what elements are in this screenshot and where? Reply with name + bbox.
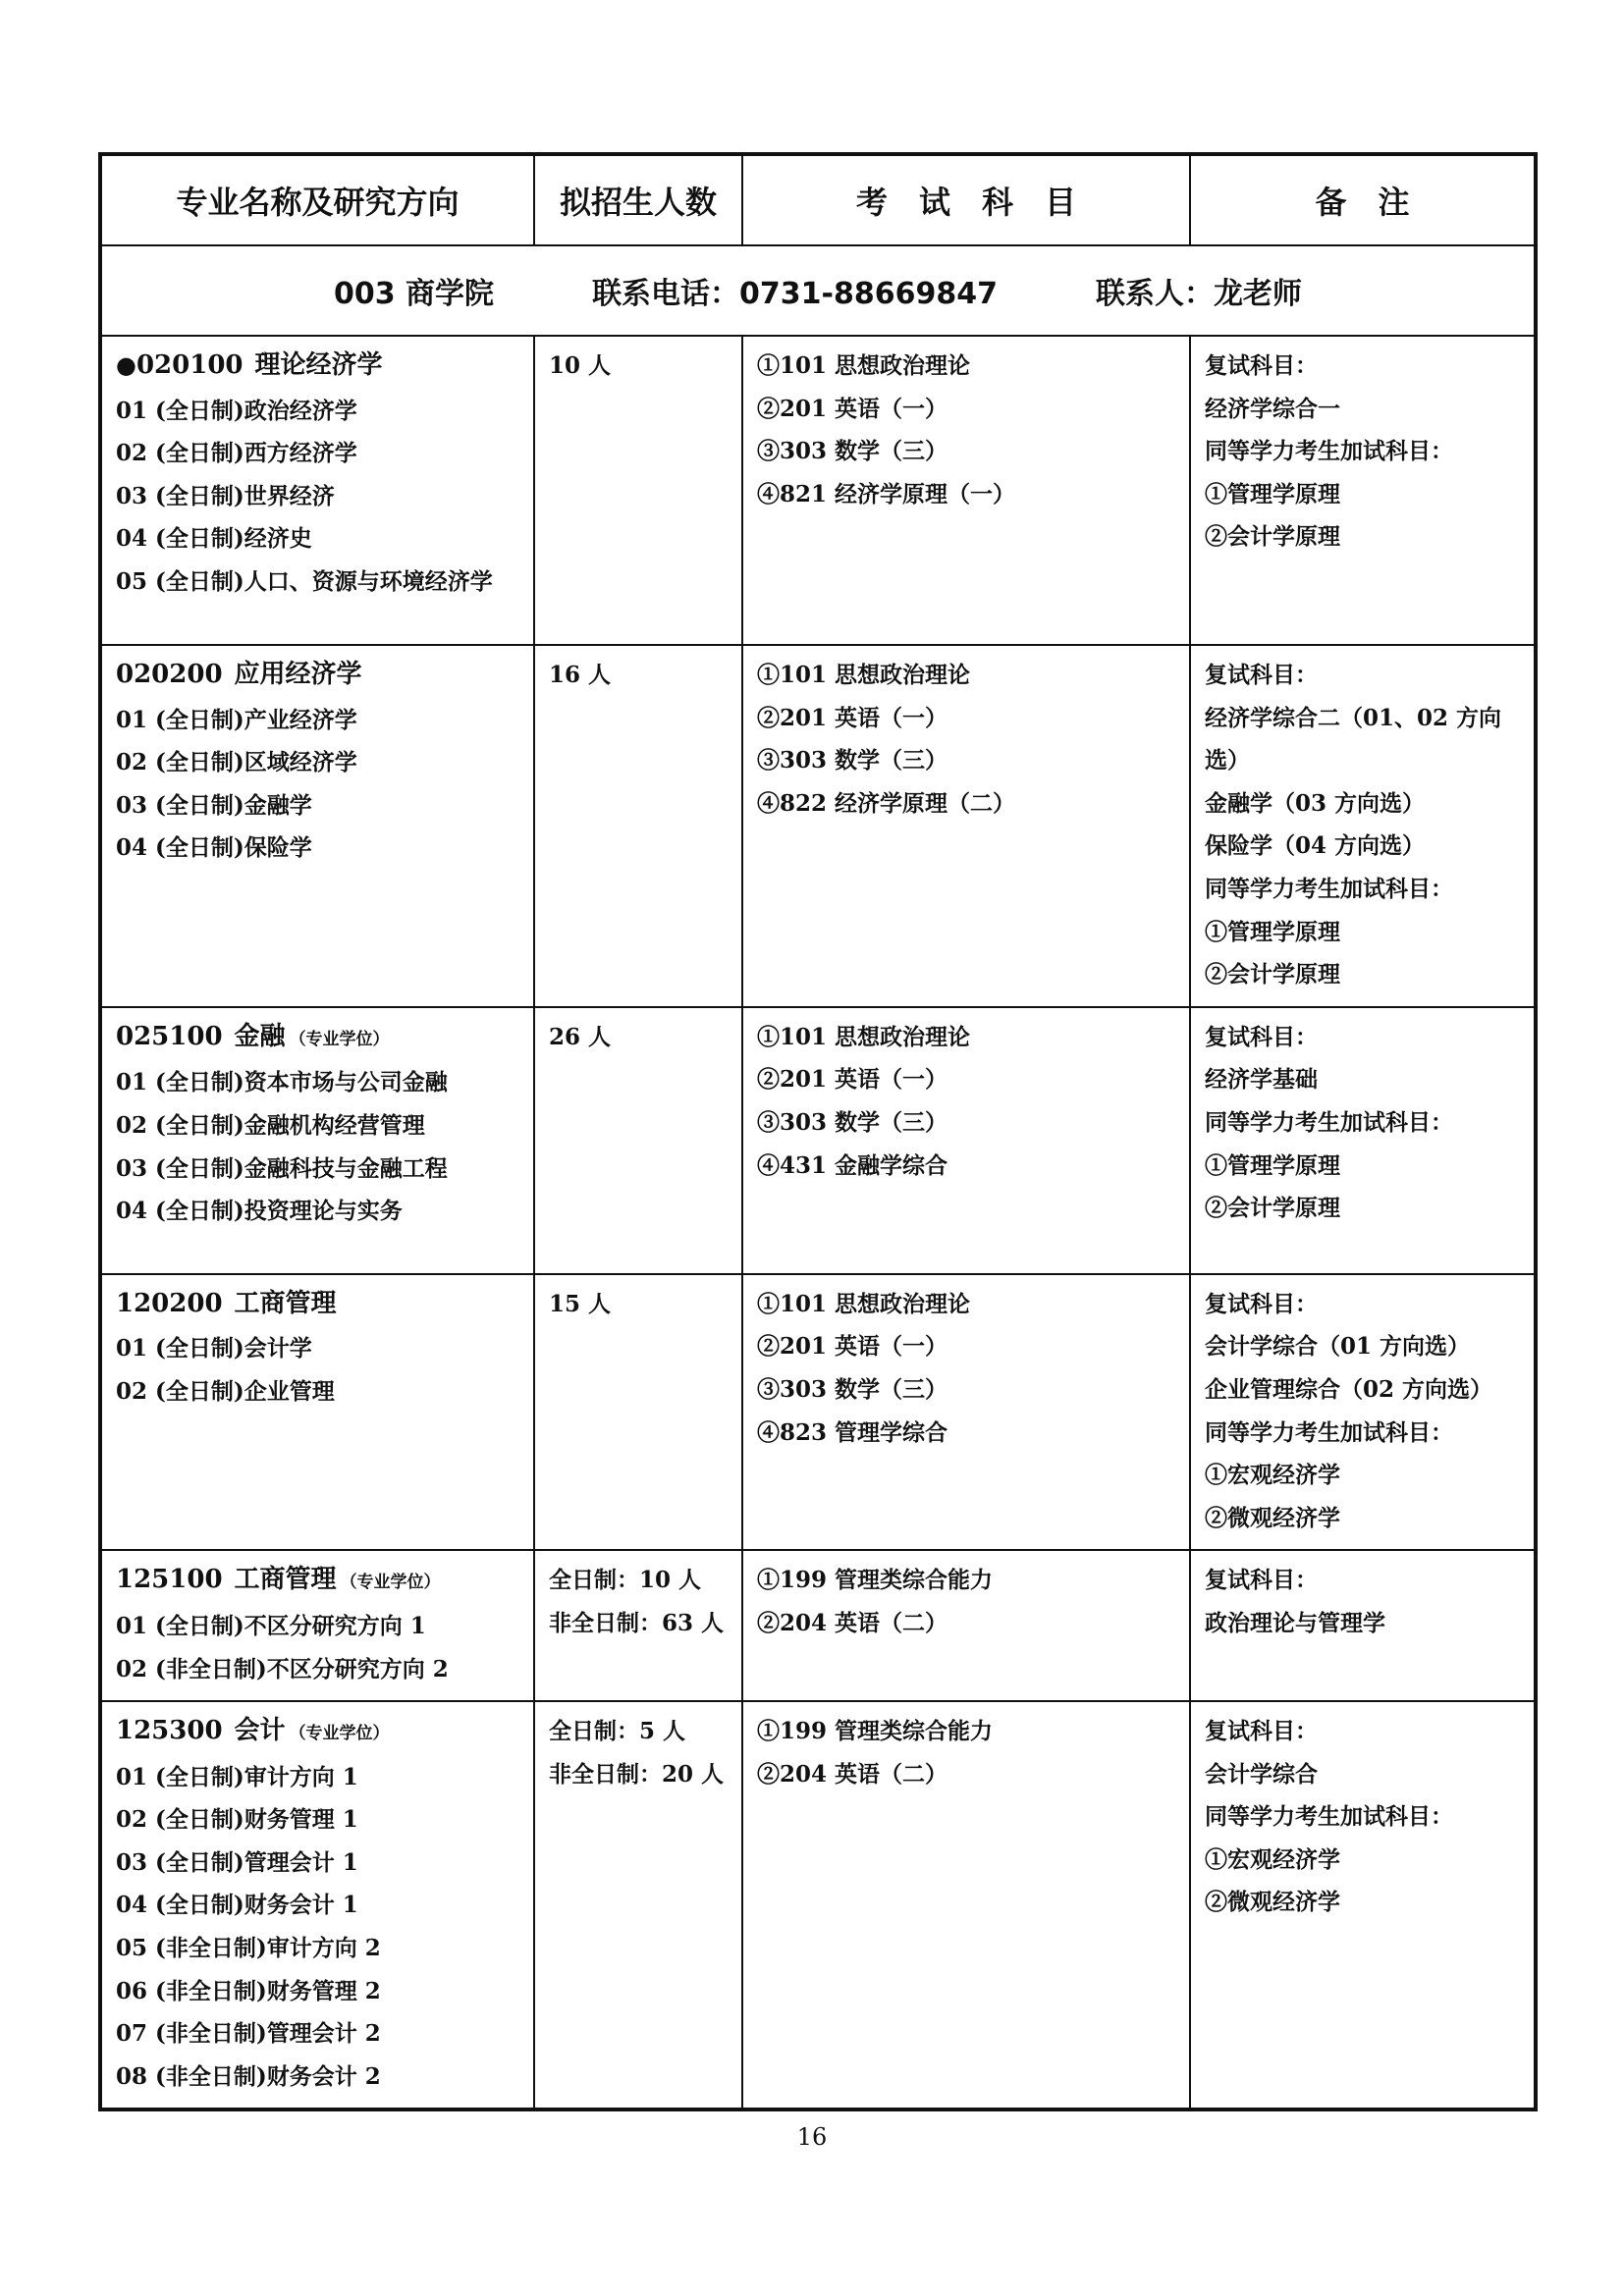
exam-subject: ②201 英语（一） (757, 395, 948, 422)
exam-subject: ④821 经济学原理（一） (757, 480, 1016, 507)
major-code: 125100 (116, 1565, 223, 1595)
major-title (116, 1283, 519, 1328)
major-title (116, 1016, 519, 1062)
direction-item: 03 (全日制)金融学 (116, 791, 312, 819)
department-info (102, 269, 1534, 312)
direction-item: 01 (全日制)会计学 (116, 1335, 312, 1362)
direction-item: 04 (全日制)经济史 (116, 525, 312, 553)
exam-subject: ③303 数学（三） (757, 438, 948, 465)
direction-item: 02 (全日制)区域经济学 (116, 749, 357, 776)
major-name: 工商管理 (234, 1288, 337, 1318)
table-row (100, 645, 1536, 1007)
direction-item: 01 (全日制)政治经济学 (116, 397, 357, 424)
direction-item: 05 (全日制)人口、资源与环境经济学 (116, 567, 493, 595)
major-code: 020200 (116, 660, 223, 689)
note-line: 复试科目： (1205, 1290, 1318, 1317)
department-contact: 联系人：龙老师 (1096, 277, 1303, 311)
note-line: ①管理学原理 (1205, 1151, 1340, 1179)
major-name: 金融 (234, 1021, 286, 1051)
direction-item: 03 (全日制)世界经济 (116, 482, 335, 509)
note-line: 会计学综合 (1205, 1760, 1318, 1788)
note-line: 复试科目： (1205, 1023, 1318, 1050)
department-name: 003 商学院 (333, 277, 495, 311)
major-name: 理论经济学 (254, 350, 383, 380)
table-header-row (100, 154, 1536, 245)
note-line: 同等学力考生加试科目： (1205, 438, 1453, 465)
table-row (100, 1550, 1536, 1701)
admission-table-container (98, 152, 1534, 2111)
direction-item: 04 (全日制)投资理论与实务 (116, 1198, 403, 1225)
header-major: 专业名称及研究方向 (100, 154, 534, 245)
direction-item: 03 (全日制)金融科技与金融工程 (116, 1154, 448, 1182)
quota-value: 全日制：5 人 (549, 1718, 686, 1745)
note-line: ②微观经济学 (1205, 1889, 1340, 1916)
direction-item: 05 (非全日制)审计方向 2 (116, 1935, 381, 1962)
direction-item: 01 (全日制)资本市场与公司金融 (116, 1069, 448, 1096)
exam-subject: ②201 英语（一） (757, 704, 948, 731)
note-line: 企业管理综合（02 方向选） (1205, 1375, 1493, 1403)
exam-subject: ③303 数学（三） (757, 747, 948, 774)
header-quota: 拟招生人数 (534, 154, 742, 245)
department-phone: 联系电话：0731-88669847 (592, 277, 999, 311)
direction-item: 01 (全日制)审计方向 1 (116, 1763, 358, 1790)
note-line: 复试科目： (1205, 662, 1318, 688)
note-line: ②会计学原理 (1205, 961, 1340, 988)
exam-subject: ④823 管理学综合 (757, 1418, 948, 1446)
exam-subject: ②204 英语（二） (757, 1609, 948, 1636)
exam-subject: ④822 经济学原理（二） (757, 789, 1016, 817)
note-line: ②微观经济学 (1205, 1504, 1340, 1531)
exam-subject: ①101 思想政治理论 (757, 1023, 971, 1050)
direction-item: 01 (全日制)产业经济学 (116, 706, 357, 733)
note-line: ①管理学原理 (1205, 918, 1340, 945)
direction-item: 02 (全日制)企业管理 (116, 1377, 335, 1405)
major-name: 应用经济学 (234, 660, 362, 689)
exam-subject: ②204 英语（二） (757, 1760, 948, 1788)
exam-subject: ③303 数学（三） (757, 1375, 948, 1403)
quota-value: 16 人 (549, 662, 612, 688)
note-line: 经济学基础 (1205, 1066, 1318, 1094)
exam-subject: ①101 思想政治理论 (757, 662, 971, 688)
note-line: 经济学综合一 (1205, 395, 1340, 422)
exam-subject: ③303 数学（三） (757, 1108, 948, 1136)
major-code: 020100 (135, 350, 244, 380)
major-title (116, 345, 519, 390)
direction-item: 04 (全日制)财务会计 1 (116, 1892, 358, 1919)
direction-item: 03 (全日制)管理会计 1 (116, 1848, 358, 1876)
quota-value: 非全日制：20 人 (549, 1760, 725, 1788)
note-line: ①宏观经济学 (1205, 1462, 1340, 1489)
exam-subject: ④431 金融学综合 (757, 1151, 948, 1179)
degree-type-tag: （专业学位） (289, 1724, 390, 1744)
note-line: ①管理学原理 (1205, 480, 1340, 507)
major-name: 会计 (234, 1716, 286, 1746)
note-line: 复试科目： (1205, 1718, 1318, 1745)
note-line: ②会计学原理 (1205, 523, 1340, 551)
quota-value: 全日制：10 人 (549, 1567, 702, 1594)
quota-value: 非全日制：63 人 (549, 1609, 725, 1636)
direction-item: 06 (非全日制)财务管理 2 (116, 1977, 381, 2004)
quota-value: 15 人 (549, 1290, 612, 1317)
key-discipline-bullet: ● (116, 351, 136, 379)
admission-table (98, 152, 1538, 2111)
header-exams: 考 试 科 目 (742, 154, 1190, 245)
note-line: 同等学力考生加试科目： (1205, 1108, 1453, 1136)
direction-item: 08 (非全日制)财务会计 2 (116, 2062, 381, 2090)
major-name: 工商管理 (234, 1565, 337, 1595)
direction-item: 02 (全日制)金融机构经营管理 (116, 1111, 425, 1139)
major-code: 025100 (116, 1021, 223, 1051)
degree-type-tag: （专业学位） (340, 1573, 441, 1593)
table-row (100, 1701, 1536, 2109)
header-notes: 备 注 (1190, 154, 1536, 245)
note-line: ②会计学原理 (1205, 1195, 1340, 1222)
major-title (116, 1559, 519, 1605)
note-line: 政治理论与管理学 (1205, 1609, 1385, 1636)
major-title (116, 654, 519, 699)
quota-value: 26 人 (549, 1023, 612, 1050)
exam-subject: ①199 管理类综合能力 (757, 1567, 994, 1594)
note-line: 会计学综合（01 方向选） (1205, 1333, 1471, 1361)
department-row (100, 245, 1536, 336)
major-code: 120200 (116, 1288, 223, 1318)
page-number: 16 (796, 2123, 828, 2151)
note-line: 复试科目： (1205, 1567, 1318, 1594)
direction-item: 02 (非全日制)不区分研究方向 2 (116, 1655, 449, 1682)
degree-type-tag: （专业学位） (289, 1029, 390, 1049)
note-line: 保险学（04 方向选） (1205, 832, 1426, 860)
table-row (100, 336, 1536, 645)
note-line: 复试科目： (1205, 352, 1318, 379)
note-line: 同等学力考生加试科目： (1205, 875, 1453, 902)
table-row (100, 1007, 1536, 1274)
major-code: 125300 (116, 1716, 223, 1746)
exam-subject: ①101 思想政治理论 (757, 352, 971, 379)
direction-item: 01 (全日制)不区分研究方向 1 (116, 1612, 426, 1639)
exam-subject: ②201 英语（一） (757, 1066, 948, 1094)
exam-subject: ①199 管理类综合能力 (757, 1718, 994, 1745)
direction-item: 02 (全日制)财务管理 1 (116, 1806, 358, 1834)
note-line: 同等学力考生加试科目： (1205, 1418, 1453, 1446)
exam-subject: ②201 英语（一） (757, 1333, 948, 1361)
direction-item: 07 (非全日制)管理会计 2 (116, 2020, 381, 2048)
note-line: ①宏观经济学 (1205, 1845, 1340, 1873)
note-line: 经济学综合二（01、02 方向选） (1205, 704, 1502, 774)
exam-subject: ①101 思想政治理论 (757, 1290, 971, 1317)
direction-item: 04 (全日制)保险学 (116, 834, 312, 862)
direction-item: 02 (全日制)西方经济学 (116, 440, 357, 467)
note-line: 同等学力考生加试科目： (1205, 1803, 1453, 1831)
table-row (100, 1274, 1536, 1551)
major-title (116, 1710, 519, 1756)
note-line: 金融学（03 方向选） (1205, 789, 1426, 817)
quota-value: 10 人 (549, 352, 612, 379)
